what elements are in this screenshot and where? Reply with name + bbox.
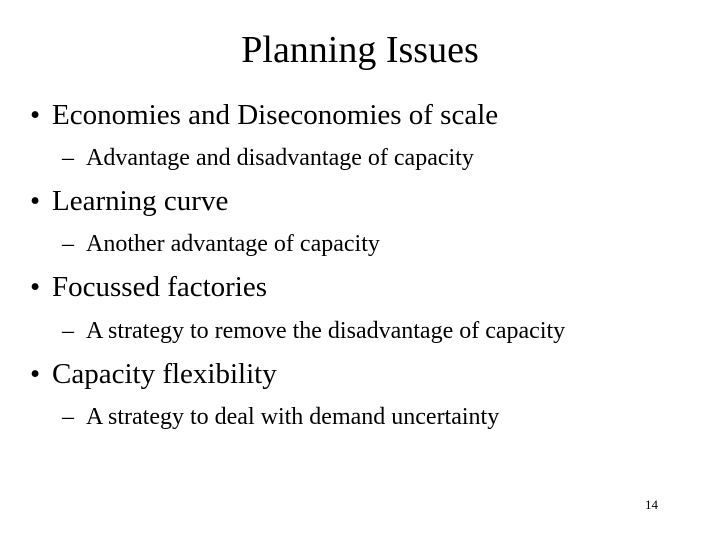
bullet-icon: • xyxy=(30,358,41,390)
bullet-text: Focussed factories xyxy=(52,271,268,303)
bullet-icon: • xyxy=(30,99,41,131)
bullet-text: Capacity flexibility xyxy=(52,358,277,390)
bullet-text: Learning curve xyxy=(52,185,229,217)
bullet-icon: • xyxy=(30,271,41,303)
sub-item-economies xyxy=(62,144,474,172)
sub-item-text: A strategy to remove the disadvantage of capacity xyxy=(86,318,566,344)
slide-title: Planning Issues xyxy=(241,29,479,71)
bullet-item-economies xyxy=(30,98,498,132)
dash-icon: – xyxy=(62,318,74,344)
bullet-item-learning-curve xyxy=(30,184,228,218)
bullet-item-capacity-flexibility xyxy=(30,357,277,391)
sub-item-capacity-flexibility xyxy=(62,403,499,431)
dash-icon: – xyxy=(62,145,74,171)
dash-icon: – xyxy=(62,231,74,257)
bullet-icon: • xyxy=(30,185,41,217)
sub-item-text: A strategy to deal with demand uncertainty xyxy=(86,404,500,430)
sub-item-text: Another advantage of capacity xyxy=(86,231,380,257)
sub-item-text: Advantage and disadvantage of capacity xyxy=(86,145,474,171)
bullet-text: Economies and Diseconomies of scale xyxy=(52,99,499,131)
page-number: 14 xyxy=(645,497,658,512)
bullet-item-focussed-factories xyxy=(30,270,267,304)
sub-item-focussed-factories xyxy=(62,317,565,345)
sub-item-learning-curve xyxy=(62,230,380,258)
dash-icon: – xyxy=(62,404,74,430)
